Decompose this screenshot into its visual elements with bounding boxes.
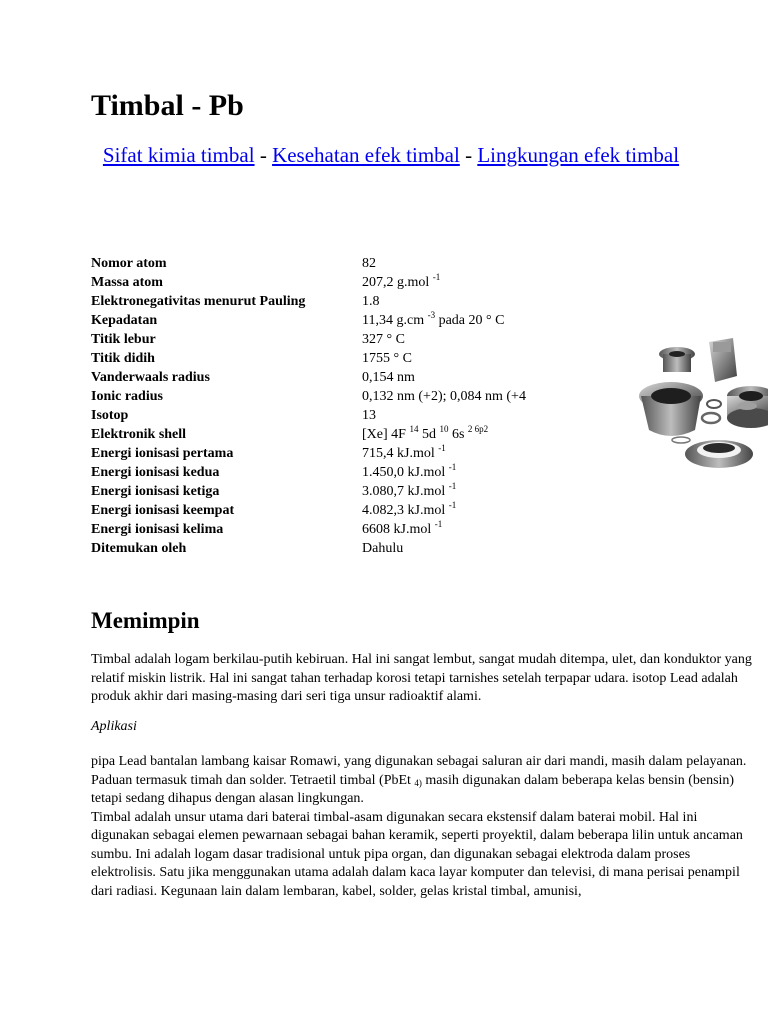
table-row	[91, 482, 562, 501]
property-value: Dahulu	[362, 541, 404, 556]
table-row	[91, 368, 562, 387]
link-sifat-kimia[interactable]: Sifat kimia timbal	[102, 143, 255, 167]
table-row	[91, 273, 562, 292]
subheading-aplikasi: Aplikasi	[91, 719, 137, 734]
table-row	[91, 292, 562, 311]
topic-links	[91, 142, 691, 169]
page-title: Timbal - Pb	[91, 89, 244, 122]
section-heading: Memimpin	[91, 608, 200, 633]
property-value: 6608 kJ.mol $^{-1}$	[362, 519, 443, 537]
link-separator: -	[254, 143, 273, 167]
property-label: Titik didih	[91, 351, 155, 366]
properties-table	[91, 254, 562, 558]
property-value: 327 ° C	[362, 332, 405, 347]
link-kesehatan[interactable]: Kesehatan efek timbal	[272, 143, 460, 167]
property-label: Energi ionisasi kelima	[91, 522, 224, 537]
property-value: 11,34 g.cm $^{-3}$ pada 20 ° C	[362, 310, 505, 328]
table-row	[91, 425, 562, 444]
property-label: Isotop	[91, 408, 129, 423]
table-row	[91, 311, 562, 330]
table-row	[91, 501, 562, 520]
link-separator: -	[459, 143, 478, 167]
property-label: Ditemukan oleh	[91, 541, 187, 556]
paragraph-aplikasi: pipa Lead bantalan lambang kaisar Romawi, yang digunakan sebagai saluran air dari mandi, masih dalam pelayanan. Paduan termasuk timah dan solder. Tetraetil timbal (PbEt $_{4)}$ masih digunakan dalam beberapa kelas bensin (bensin) tetapi sedang dihapus dengan alasan lingkungan. Timbal adalah unsur utama dari baterai timbal-asam digunakan secara ekstensif dalam baterai mobil. Hal ini digunakan sebagai elemen pewarnaan sebagai bahan keramik, seperti proyektil, dalam beberapa lilin untuk ancaman sumbu. Ini adalah logam dasar tradisional untuk pipa organ, dan digunakan sebagai elektroda dalam proses elektrolisis. Satu jika menggunakan utama adalah dalam kaca layar komputer dan televisi, di mana perisai penampil dari radiasi. Kegunaan lain dalam lembaran, kabel, solder, gelas kristal timbal, amunisi,	[91, 754, 747, 899]
property-label: Elektronegativitas menurut Pauling	[91, 294, 306, 309]
property-value: 0,154 nm	[362, 370, 415, 385]
property-value: 1.450,0 kJ.mol $^{-1}$	[362, 462, 457, 480]
table-row	[91, 254, 562, 273]
property-label: Massa atom	[91, 275, 163, 290]
table-row	[91, 387, 562, 406]
property-label: Elektronik shell	[91, 427, 187, 442]
property-value: 3.080,7 kJ.mol $^{-1}$	[362, 481, 457, 499]
table-row	[91, 349, 562, 368]
property-label: Energi ionisasi keempat	[91, 503, 235, 518]
property-label: Ionic radius	[91, 389, 163, 404]
link-lingkungan[interactable]: Lingkungan efek timbal	[477, 143, 680, 167]
property-value: 4.082,3 kJ.mol $^{-1}$	[362, 500, 457, 518]
table-row	[91, 539, 562, 558]
table-row	[91, 406, 562, 425]
property-value: 13	[362, 408, 376, 423]
property-label: Energi ionisasi ketiga	[91, 484, 220, 499]
property-value: 82	[362, 256, 376, 271]
property-value: 1755 ° C	[362, 351, 412, 366]
property-value: 1.8	[362, 294, 380, 309]
property-value: 715,4 kJ.mol $^{-1}$	[362, 443, 446, 461]
property-value: 0,132 nm (+2); 0,084 nm (+4	[362, 389, 526, 404]
lead-parts-photo	[629, 332, 768, 477]
table-row	[91, 520, 562, 539]
property-label: Kepadatan	[91, 313, 158, 328]
property-label: Vanderwaals radius	[91, 370, 210, 385]
table-row	[91, 330, 562, 349]
property-label: Titik lebur	[91, 332, 156, 347]
property-label: Nomor atom	[91, 256, 167, 271]
property-value: [Xe] 4F $^{14}$ 5d $^{10}$ 6s $^{2 6p2}$	[362, 424, 489, 442]
table-row	[91, 463, 562, 482]
paragraph: Timbal adalah logam berkilau-putih kebiruan. Hal ini sangat lembut, sangat mudah ditempa, ulet, dan konduktor yang relatif miskin listrik. Hal ini sangat tahan terhadap korosi tetapi tarnishes setelah terpapar udara. isotop Lead adalah produk akhir dari masing-masing dari seri tiga unsur radioaktif alami.	[91, 652, 752, 704]
property-value: 207,2 g.mol $^{-1}$	[362, 272, 441, 290]
property-label: Energi ionisasi kedua	[91, 465, 220, 480]
table-row	[91, 444, 562, 463]
property-label: Energi ionisasi pertama	[91, 446, 234, 461]
